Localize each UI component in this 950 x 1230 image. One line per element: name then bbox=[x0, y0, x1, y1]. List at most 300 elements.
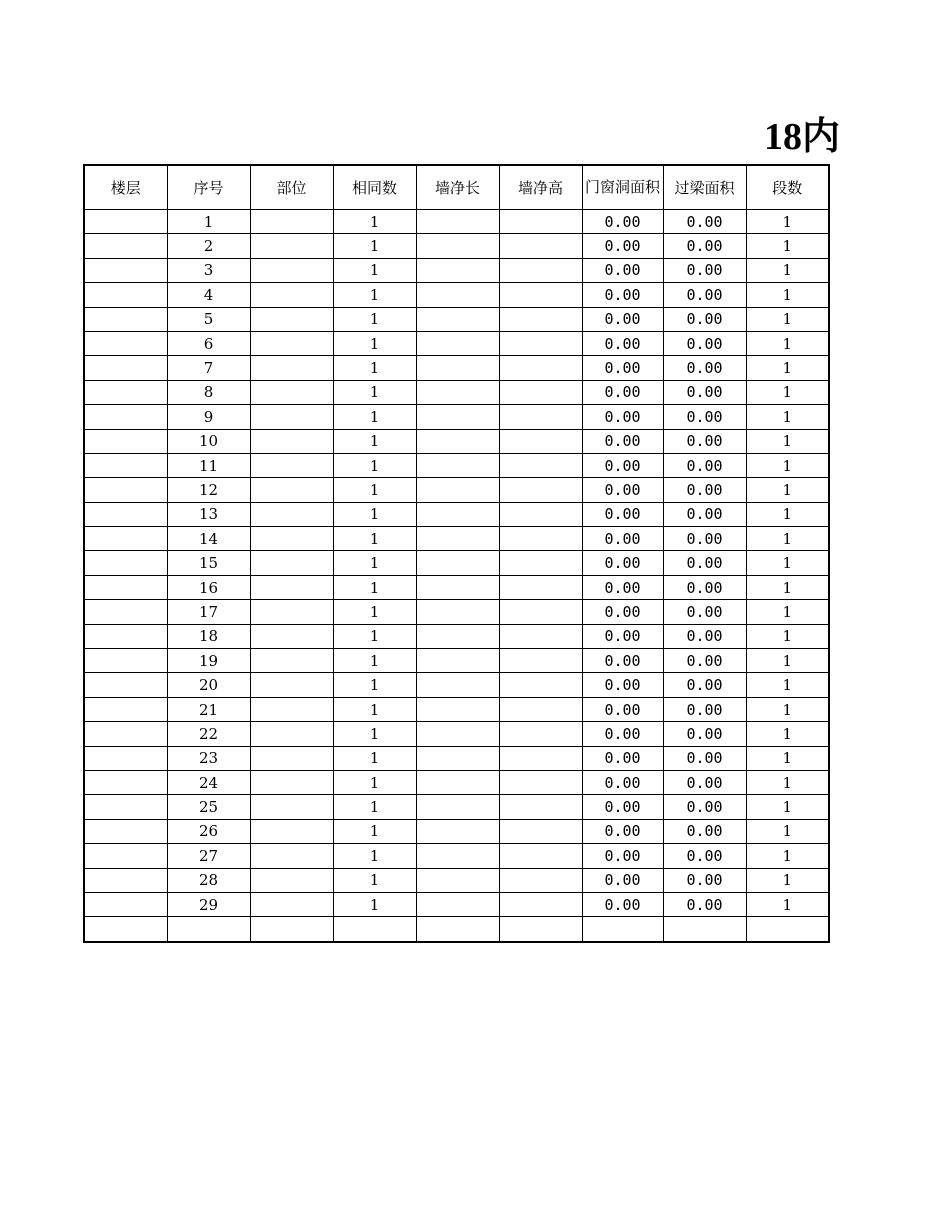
wall-length-cell[interactable] bbox=[416, 429, 499, 453]
segments-cell[interactable]: 1 bbox=[746, 380, 829, 404]
lintel-area-cell[interactable]: 0.00 bbox=[663, 746, 746, 770]
lintel-area-cell[interactable]: 0.00 bbox=[663, 892, 746, 916]
same-count-cell[interactable]: 1 bbox=[333, 210, 416, 234]
door-window-area-cell[interactable]: 0.00 bbox=[582, 258, 663, 282]
wall-height-cell[interactable] bbox=[499, 673, 582, 697]
wall-length-cell[interactable] bbox=[416, 624, 499, 648]
seq-cell[interactable]: 24 bbox=[167, 770, 250, 794]
segments-cell[interactable]: 1 bbox=[746, 649, 829, 673]
same-count-cell[interactable]: 1 bbox=[333, 624, 416, 648]
door-window-area-cell[interactable]: 0.00 bbox=[582, 722, 663, 746]
segments-cell[interactable]: 1 bbox=[746, 502, 829, 526]
seq-cell[interactable]: 2 bbox=[167, 234, 250, 258]
floor-cell[interactable] bbox=[84, 892, 167, 916]
floor-cell[interactable] bbox=[84, 283, 167, 307]
lintel-area-cell[interactable]: 0.00 bbox=[663, 307, 746, 331]
seq-cell[interactable]: 18 bbox=[167, 624, 250, 648]
table-row bbox=[84, 770, 829, 794]
seq-cell[interactable]: 15 bbox=[167, 551, 250, 575]
sheet-title-clip bbox=[764, 114, 841, 160]
lintel-area-cell[interactable]: 0.00 bbox=[663, 575, 746, 599]
table-row bbox=[84, 356, 829, 380]
table-row bbox=[84, 380, 829, 404]
wall-height-cell[interactable] bbox=[499, 210, 582, 234]
same-count-cell[interactable]: 1 bbox=[333, 331, 416, 355]
lintel-area-cell[interactable]: 0.00 bbox=[663, 673, 746, 697]
floor-cell[interactable] bbox=[84, 795, 167, 819]
segments-cell[interactable]: 1 bbox=[746, 331, 829, 355]
wall-length-cell[interactable] bbox=[416, 210, 499, 234]
floor-cell[interactable] bbox=[84, 722, 167, 746]
wall-height-cell[interactable] bbox=[499, 892, 582, 916]
part-cell[interactable] bbox=[250, 405, 333, 429]
lintel-area-cell[interactable]: 0.00 bbox=[663, 649, 746, 673]
seq-cell[interactable] bbox=[167, 917, 250, 942]
floor-cell[interactable] bbox=[84, 502, 167, 526]
segments-cell[interactable]: 1 bbox=[746, 600, 829, 624]
wall-height-cell[interactable] bbox=[499, 868, 582, 892]
header-lintel-area[interactable]: 过梁面积 bbox=[663, 165, 746, 210]
seq-cell[interactable]: 27 bbox=[167, 844, 250, 868]
floor-cell[interactable] bbox=[84, 210, 167, 234]
floor-cell[interactable] bbox=[84, 429, 167, 453]
header-segments[interactable]: 段数 bbox=[746, 165, 829, 210]
wall-length-cell[interactable] bbox=[416, 892, 499, 916]
same-count-cell[interactable]: 1 bbox=[333, 380, 416, 404]
segments-cell[interactable]: 1 bbox=[746, 307, 829, 331]
floor-cell[interactable] bbox=[84, 673, 167, 697]
lintel-area-cell[interactable]: 0.00 bbox=[663, 283, 746, 307]
wall-length-cell[interactable] bbox=[416, 405, 499, 429]
segments-cell[interactable]: 1 bbox=[746, 795, 829, 819]
wall-height-cell[interactable] bbox=[499, 258, 582, 282]
lintel-area-cell[interactable]: 0.00 bbox=[663, 697, 746, 721]
wall-height-cell[interactable] bbox=[499, 429, 582, 453]
same-count-cell[interactable]: 1 bbox=[333, 527, 416, 551]
wall-length-cell[interactable] bbox=[416, 502, 499, 526]
wall-height-cell[interactable] bbox=[499, 819, 582, 843]
seq-cell[interactable]: 26 bbox=[167, 819, 250, 843]
segments-cell[interactable]: 1 bbox=[746, 575, 829, 599]
floor-cell[interactable] bbox=[84, 746, 167, 770]
table-row bbox=[84, 551, 829, 575]
door-window-area-cell[interactable]: 0.00 bbox=[582, 770, 663, 794]
part-cell[interactable] bbox=[250, 746, 333, 770]
same-count-cell[interactable]: 1 bbox=[333, 868, 416, 892]
same-count-cell[interactable]: 1 bbox=[333, 649, 416, 673]
header-wall-height[interactable]: 墙净高 bbox=[499, 165, 582, 210]
wall-height-cell[interactable] bbox=[499, 527, 582, 551]
same-count-cell[interactable]: 1 bbox=[333, 429, 416, 453]
wall-height-cell[interactable] bbox=[499, 331, 582, 355]
lintel-area-cell[interactable]: 0.00 bbox=[663, 258, 746, 282]
segments-cell[interactable]: 1 bbox=[746, 819, 829, 843]
lintel-area-cell[interactable]: 0.00 bbox=[663, 770, 746, 794]
floor-cell[interactable] bbox=[84, 575, 167, 599]
table-row bbox=[84, 892, 829, 916]
lintel-area-cell[interactable]: 0.00 bbox=[663, 600, 746, 624]
table-row bbox=[84, 453, 829, 477]
same-count-cell[interactable]: 1 bbox=[333, 258, 416, 282]
wall-length-cell[interactable] bbox=[416, 283, 499, 307]
floor-cell[interactable] bbox=[84, 844, 167, 868]
door-window-area-cell[interactable]: 0.00 bbox=[582, 868, 663, 892]
segments-cell[interactable]: 1 bbox=[746, 770, 829, 794]
wall-length-cell[interactable] bbox=[416, 478, 499, 502]
part-cell[interactable] bbox=[250, 258, 333, 282]
wall-length-cell[interactable] bbox=[416, 575, 499, 599]
door-window-area-cell[interactable]: 0.00 bbox=[582, 356, 663, 380]
wall-length-cell[interactable] bbox=[416, 673, 499, 697]
seq-cell[interactable]: 14 bbox=[167, 527, 250, 551]
lintel-area-cell[interactable]: 0.00 bbox=[663, 722, 746, 746]
seq-cell[interactable]: 29 bbox=[167, 892, 250, 916]
part-cell[interactable] bbox=[250, 600, 333, 624]
table-row bbox=[84, 405, 829, 429]
door-window-area-cell[interactable]: 0.00 bbox=[582, 429, 663, 453]
part-cell[interactable] bbox=[250, 575, 333, 599]
same-count-cell[interactable]: 1 bbox=[333, 356, 416, 380]
seq-cell[interactable]: 12 bbox=[167, 478, 250, 502]
same-count-cell[interactable]: 1 bbox=[333, 234, 416, 258]
lintel-area-cell[interactable] bbox=[663, 917, 746, 942]
lintel-area-cell[interactable]: 0.00 bbox=[663, 819, 746, 843]
floor-cell[interactable] bbox=[84, 868, 167, 892]
part-cell[interactable] bbox=[250, 210, 333, 234]
door-window-area-cell[interactable]: 0.00 bbox=[582, 673, 663, 697]
table-row bbox=[84, 600, 829, 624]
floor-cell[interactable] bbox=[84, 380, 167, 404]
part-cell[interactable] bbox=[250, 429, 333, 453]
seq-cell[interactable]: 11 bbox=[167, 453, 250, 477]
lintel-area-cell[interactable]: 0.00 bbox=[663, 478, 746, 502]
same-count-cell[interactable]: 1 bbox=[333, 746, 416, 770]
same-count-cell[interactable]: 1 bbox=[333, 405, 416, 429]
seq-cell[interactable]: 1 bbox=[167, 210, 250, 234]
door-window-area-cell[interactable]: 0.00 bbox=[582, 551, 663, 575]
wall-length-cell[interactable] bbox=[416, 697, 499, 721]
seq-cell[interactable]: 19 bbox=[167, 649, 250, 673]
segments-cell[interactable]: 1 bbox=[746, 405, 829, 429]
floor-cell[interactable] bbox=[84, 551, 167, 575]
same-count-cell[interactable]: 1 bbox=[333, 453, 416, 477]
seq-cell[interactable]: 13 bbox=[167, 502, 250, 526]
floor-cell[interactable] bbox=[84, 331, 167, 355]
door-window-area-cell[interactable]: 0.00 bbox=[582, 795, 663, 819]
header-seq[interactable]: 序号 bbox=[167, 165, 250, 210]
seq-cell[interactable]: 9 bbox=[167, 405, 250, 429]
segments-cell[interactable]: 1 bbox=[746, 234, 829, 258]
same-count-cell[interactable]: 1 bbox=[333, 770, 416, 794]
lintel-area-cell[interactable]: 0.00 bbox=[663, 527, 746, 551]
segments-cell[interactable]: 1 bbox=[746, 624, 829, 648]
wall-length-cell[interactable] bbox=[416, 307, 499, 331]
wall-height-cell[interactable] bbox=[499, 551, 582, 575]
segments-cell[interactable]: 1 bbox=[746, 868, 829, 892]
same-count-cell[interactable]: 1 bbox=[333, 307, 416, 331]
wall-height-cell[interactable] bbox=[499, 917, 582, 942]
door-window-area-cell[interactable]: 0.00 bbox=[582, 307, 663, 331]
part-cell[interactable] bbox=[250, 478, 333, 502]
door-window-area-cell[interactable]: 0.00 bbox=[582, 892, 663, 916]
segments-cell[interactable]: 1 bbox=[746, 722, 829, 746]
wall-height-cell[interactable] bbox=[499, 502, 582, 526]
segments-cell[interactable]: 1 bbox=[746, 673, 829, 697]
segments-cell[interactable]: 1 bbox=[746, 697, 829, 721]
door-window-area-cell[interactable]: 0.00 bbox=[582, 283, 663, 307]
door-window-area-cell[interactable]: 0.00 bbox=[582, 478, 663, 502]
wall-length-cell[interactable] bbox=[416, 527, 499, 551]
wall-height-cell[interactable] bbox=[499, 649, 582, 673]
table-row bbox=[84, 258, 829, 282]
wall-height-cell[interactable] bbox=[499, 770, 582, 794]
part-cell[interactable] bbox=[250, 892, 333, 916]
wall-length-cell[interactable] bbox=[416, 258, 499, 282]
lintel-area-cell[interactable]: 0.00 bbox=[663, 380, 746, 404]
seq-cell[interactable]: 6 bbox=[167, 331, 250, 355]
seq-cell[interactable]: 22 bbox=[167, 722, 250, 746]
seq-cell[interactable]: 3 bbox=[167, 258, 250, 282]
wall-height-cell[interactable] bbox=[499, 697, 582, 721]
wall-height-cell[interactable] bbox=[499, 624, 582, 648]
same-count-cell[interactable] bbox=[333, 917, 416, 942]
segments-cell[interactable]: 1 bbox=[746, 892, 829, 916]
lintel-area-cell[interactable]: 0.00 bbox=[663, 429, 746, 453]
door-window-area-cell[interactable]: 0.00 bbox=[582, 649, 663, 673]
table-row bbox=[84, 722, 829, 746]
door-window-area-cell[interactable]: 0.00 bbox=[582, 819, 663, 843]
wall-height-cell[interactable] bbox=[499, 307, 582, 331]
wall-height-cell[interactable] bbox=[499, 453, 582, 477]
wall-length-cell[interactable] bbox=[416, 356, 499, 380]
part-cell[interactable] bbox=[250, 307, 333, 331]
same-count-cell[interactable]: 1 bbox=[333, 795, 416, 819]
part-cell[interactable] bbox=[250, 453, 333, 477]
part-cell[interactable] bbox=[250, 551, 333, 575]
door-window-area-cell[interactable]: 0.00 bbox=[582, 844, 663, 868]
wall-height-cell[interactable] bbox=[499, 478, 582, 502]
same-count-cell[interactable]: 1 bbox=[333, 819, 416, 843]
wall-length-cell[interactable] bbox=[416, 722, 499, 746]
part-cell[interactable] bbox=[250, 722, 333, 746]
lintel-area-cell[interactable]: 0.00 bbox=[663, 502, 746, 526]
wall-height-cell[interactable] bbox=[499, 283, 582, 307]
wall-length-cell[interactable] bbox=[416, 746, 499, 770]
seq-cell[interactable]: 25 bbox=[167, 795, 250, 819]
segments-cell[interactable]: 1 bbox=[746, 746, 829, 770]
table-row bbox=[84, 673, 829, 697]
seq-cell[interactable]: 10 bbox=[167, 429, 250, 453]
door-window-area-cell[interactable]: 0.00 bbox=[582, 600, 663, 624]
table-row bbox=[84, 649, 829, 673]
door-window-area-cell[interactable]: 0.00 bbox=[582, 527, 663, 551]
wall-height-cell[interactable] bbox=[499, 795, 582, 819]
floor-cell[interactable] bbox=[84, 405, 167, 429]
lintel-area-cell[interactable]: 0.00 bbox=[663, 795, 746, 819]
table-row bbox=[84, 844, 829, 868]
header-part[interactable]: 部位 bbox=[250, 165, 333, 210]
wall-length-cell[interactable] bbox=[416, 331, 499, 355]
door-window-area-cell[interactable]: 0.00 bbox=[582, 405, 663, 429]
part-cell[interactable] bbox=[250, 673, 333, 697]
floor-cell[interactable] bbox=[84, 600, 167, 624]
floor-cell[interactable] bbox=[84, 770, 167, 794]
segments-cell[interactable]: 1 bbox=[746, 210, 829, 234]
part-cell[interactable] bbox=[250, 502, 333, 526]
lintel-area-cell[interactable]: 0.00 bbox=[663, 453, 746, 477]
part-cell[interactable] bbox=[250, 283, 333, 307]
seq-cell[interactable]: 5 bbox=[167, 307, 250, 331]
table-row bbox=[84, 502, 829, 526]
seq-cell[interactable]: 8 bbox=[167, 380, 250, 404]
segments-cell[interactable] bbox=[746, 917, 829, 942]
segments-cell[interactable]: 1 bbox=[746, 453, 829, 477]
seq-cell[interactable]: 21 bbox=[167, 697, 250, 721]
door-window-area-cell[interactable]: 0.00 bbox=[582, 234, 663, 258]
segments-cell[interactable]: 1 bbox=[746, 551, 829, 575]
part-cell[interactable] bbox=[250, 331, 333, 355]
wall-height-cell[interactable] bbox=[499, 380, 582, 404]
wall-length-cell[interactable] bbox=[416, 551, 499, 575]
floor-cell[interactable] bbox=[84, 234, 167, 258]
part-cell[interactable] bbox=[250, 868, 333, 892]
door-window-area-cell[interactable]: 0.00 bbox=[582, 624, 663, 648]
table-row bbox=[84, 819, 829, 843]
door-window-area-cell[interactable]: 0.00 bbox=[582, 380, 663, 404]
wall-length-cell[interactable] bbox=[416, 649, 499, 673]
wall-height-cell[interactable] bbox=[499, 722, 582, 746]
floor-cell[interactable] bbox=[84, 624, 167, 648]
wall-height-cell[interactable] bbox=[499, 234, 582, 258]
same-count-cell[interactable]: 1 bbox=[333, 575, 416, 599]
table-row bbox=[84, 624, 829, 648]
floor-cell[interactable] bbox=[84, 258, 167, 282]
door-window-area-cell[interactable]: 0.00 bbox=[582, 502, 663, 526]
wall-height-cell[interactable] bbox=[499, 746, 582, 770]
door-window-area-cell[interactable]: 0.00 bbox=[582, 210, 663, 234]
wall-length-cell[interactable] bbox=[416, 819, 499, 843]
part-cell[interactable] bbox=[250, 356, 333, 380]
same-count-cell[interactable]: 1 bbox=[333, 600, 416, 624]
part-cell[interactable] bbox=[250, 380, 333, 404]
header-same-count[interactable]: 相同数 bbox=[333, 165, 416, 210]
part-cell[interactable] bbox=[250, 624, 333, 648]
part-cell[interactable] bbox=[250, 819, 333, 843]
floor-cell[interactable] bbox=[84, 453, 167, 477]
floor-cell[interactable] bbox=[84, 478, 167, 502]
door-window-area-cell[interactable]: 0.00 bbox=[582, 575, 663, 599]
wall-height-cell[interactable] bbox=[499, 405, 582, 429]
wall-length-cell[interactable] bbox=[416, 770, 499, 794]
part-cell[interactable] bbox=[250, 697, 333, 721]
seq-cell[interactable]: 17 bbox=[167, 600, 250, 624]
lintel-area-cell[interactable]: 0.00 bbox=[663, 624, 746, 648]
wall-length-cell[interactable] bbox=[416, 453, 499, 477]
floor-cell[interactable] bbox=[84, 527, 167, 551]
floor-cell[interactable] bbox=[84, 649, 167, 673]
lintel-area-cell[interactable]: 0.00 bbox=[663, 844, 746, 868]
same-count-cell[interactable]: 1 bbox=[333, 478, 416, 502]
seq-cell[interactable]: 28 bbox=[167, 868, 250, 892]
table-row bbox=[84, 917, 829, 942]
wall-height-cell[interactable] bbox=[499, 600, 582, 624]
wall-length-cell[interactable] bbox=[416, 868, 499, 892]
same-count-cell[interactable]: 1 bbox=[333, 283, 416, 307]
lintel-area-cell[interactable]: 0.00 bbox=[663, 331, 746, 355]
floor-cell[interactable] bbox=[84, 307, 167, 331]
header-wall-length[interactable]: 墙净长 bbox=[416, 165, 499, 210]
lintel-area-cell[interactable]: 0.00 bbox=[663, 868, 746, 892]
wall-length-cell[interactable] bbox=[416, 234, 499, 258]
wall-length-cell[interactable] bbox=[416, 795, 499, 819]
segments-cell[interactable]: 1 bbox=[746, 356, 829, 380]
same-count-cell[interactable]: 1 bbox=[333, 892, 416, 916]
door-window-area-cell[interactable]: 0.00 bbox=[582, 453, 663, 477]
wall-length-cell[interactable] bbox=[416, 600, 499, 624]
seq-cell[interactable]: 4 bbox=[167, 283, 250, 307]
floor-cell[interactable] bbox=[84, 819, 167, 843]
same-count-cell[interactable]: 1 bbox=[333, 673, 416, 697]
part-cell[interactable] bbox=[250, 527, 333, 551]
lintel-area-cell[interactable]: 0.00 bbox=[663, 234, 746, 258]
wall-length-cell[interactable] bbox=[416, 844, 499, 868]
door-window-area-cell[interactable]: 0.00 bbox=[582, 697, 663, 721]
wall-height-cell[interactable] bbox=[499, 844, 582, 868]
segments-cell[interactable]: 1 bbox=[746, 258, 829, 282]
part-cell[interactable] bbox=[250, 770, 333, 794]
part-cell[interactable] bbox=[250, 917, 333, 942]
same-count-cell[interactable]: 1 bbox=[333, 697, 416, 721]
same-count-cell[interactable]: 1 bbox=[333, 551, 416, 575]
floor-cell[interactable] bbox=[84, 356, 167, 380]
same-count-cell[interactable]: 1 bbox=[333, 722, 416, 746]
same-count-cell[interactable]: 1 bbox=[333, 844, 416, 868]
lintel-area-cell[interactable]: 0.00 bbox=[663, 356, 746, 380]
seq-cell[interactable]: 7 bbox=[167, 356, 250, 380]
header-floor[interactable]: 楼层 bbox=[84, 165, 167, 210]
door-window-area-cell[interactable]: 0.00 bbox=[582, 746, 663, 770]
segments-cell[interactable]: 1 bbox=[746, 844, 829, 868]
header-row bbox=[84, 165, 829, 210]
same-count-cell[interactable]: 1 bbox=[333, 502, 416, 526]
seq-cell[interactable]: 16 bbox=[167, 575, 250, 599]
wall-height-cell[interactable] bbox=[499, 575, 582, 599]
part-cell[interactable] bbox=[250, 795, 333, 819]
door-window-area-cell[interactable] bbox=[582, 917, 663, 942]
lintel-area-cell[interactable]: 0.00 bbox=[663, 210, 746, 234]
part-cell[interactable] bbox=[250, 649, 333, 673]
table-row bbox=[84, 210, 829, 234]
seq-cell[interactable]: 23 bbox=[167, 746, 250, 770]
wall-length-cell[interactable] bbox=[416, 917, 499, 942]
door-window-area-cell[interactable]: 0.00 bbox=[582, 331, 663, 355]
wall-height-cell[interactable] bbox=[499, 356, 582, 380]
segments-cell[interactable]: 1 bbox=[746, 429, 829, 453]
wall-length-cell[interactable] bbox=[416, 380, 499, 404]
floor-cell[interactable] bbox=[84, 917, 167, 942]
part-cell[interactable] bbox=[250, 234, 333, 258]
part-cell[interactable] bbox=[250, 844, 333, 868]
seq-cell[interactable]: 20 bbox=[167, 673, 250, 697]
lintel-area-cell[interactable]: 0.00 bbox=[663, 551, 746, 575]
table-row bbox=[84, 746, 829, 770]
segments-cell[interactable]: 1 bbox=[746, 478, 829, 502]
header-door-window-area[interactable]: 门窗洞面积 bbox=[582, 165, 663, 210]
segments-cell[interactable]: 1 bbox=[746, 527, 829, 551]
lintel-area-cell[interactable]: 0.00 bbox=[663, 405, 746, 429]
segments-cell[interactable]: 1 bbox=[746, 283, 829, 307]
floor-cell[interactable] bbox=[84, 697, 167, 721]
